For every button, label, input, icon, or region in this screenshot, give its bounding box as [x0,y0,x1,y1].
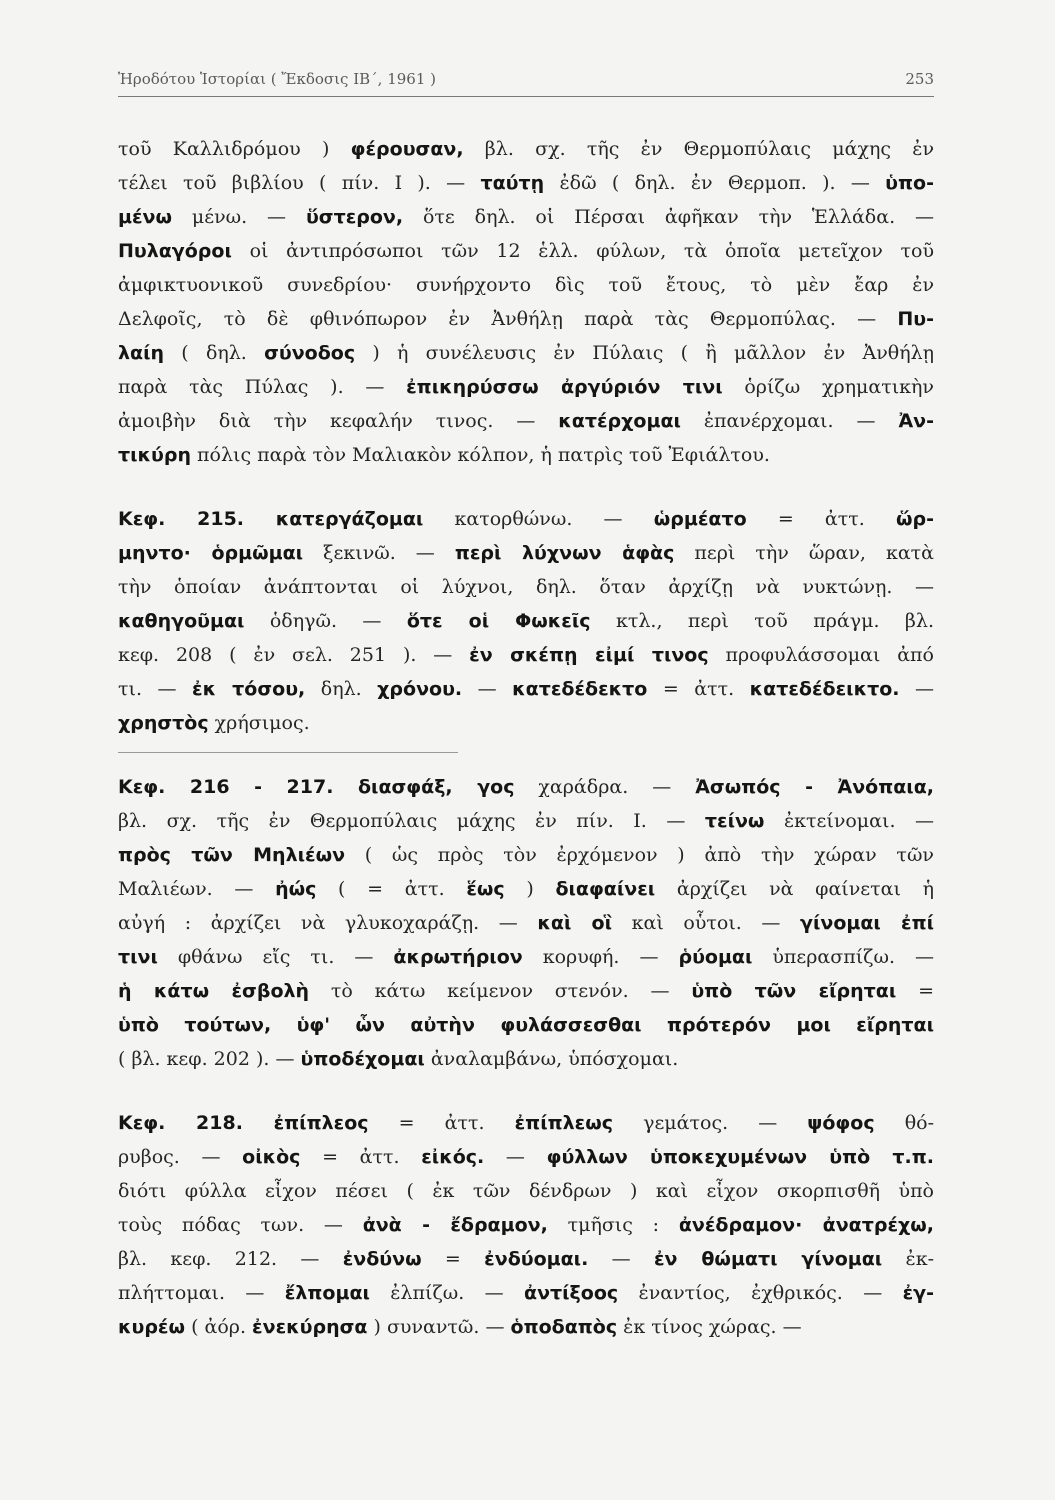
gloss-text: τι. — [118,678,193,700]
text-line [118,1174,934,1208]
headword: πρὸς τῶν Μηλιέων [118,844,346,866]
gloss-text: ξεκινῶ. — [303,542,455,564]
headword: ἐπίπλεος [273,1112,369,1134]
headword: ἡ κάτω ἐσβολὴ [118,980,310,1002]
headword: Κεφ. 216 - 217. διασφάξ, γος [118,776,515,798]
headword: γίνομαι ἐπί [800,912,934,934]
gloss-text: ) ἡ συνέλευσις ἐν Πύλαις ( ἢ μᾶλλον ἐν Ἀνθήλῃ [355,342,935,364]
headword: τικύρη [118,444,191,466]
headword: χρηστὸς [118,712,209,734]
text-line [118,638,934,672]
headword: κυρέω [118,1316,186,1338]
gloss-text: ἐκ- [882,1248,935,1270]
headword: ὑπὸ τῶν εἴρηται [691,980,897,1002]
gloss-text: ( ὡς πρὸς τὸν ἐρχόμενον ) ἀπὸ τὴν χώραν τῶν [345,844,934,866]
gloss-text: τὸ κάτω κείμενον στενόν. — [309,980,692,1002]
text-line [118,974,934,1008]
gloss-text: φθάνω εἴς τι. — [157,946,394,968]
gloss-text: Μαλιέων. — [118,878,276,900]
headword: Κεφ. 215. [118,508,276,530]
gloss-text: = ἀττ. [300,1146,422,1168]
text-line [118,1208,934,1242]
chapter-section [118,502,934,740]
text-line [118,1008,934,1042]
gloss-text: ἀρχίζει νὰ φαίνεται ἡ [655,878,934,900]
gloss-text: ) [504,878,556,900]
gloss-text: ἀναλαμβάνω, ὑπόσχομαι. [424,1048,679,1070]
gloss-text: καὶ οὗτοι. — [612,912,801,934]
headword: ὑπο- [885,172,934,194]
headword: ῥύομαι [678,946,753,968]
text-line [118,872,934,906]
headword: ὁποδαπὸς [510,1316,618,1338]
headword: ἐνεκύρησα [252,1316,368,1338]
gloss-text: = ἀττ. [647,678,750,700]
headword: ὡρμέατο [653,508,747,530]
headword: ἐγ- [902,1282,934,1304]
gloss-text: πόλις παρὰ τὸν Μαλιακὸν κόλπον, ἡ πατρὶς τοῦ Ἐφιάλτου. [191,444,770,466]
gloss-text: γεμάτος. — [613,1112,808,1134]
headword: Ἀσωπός - Ἀνόπαια, [695,776,934,798]
headword: Πυλαγόροι [118,240,232,262]
text-line [118,1242,934,1276]
text-line [118,336,934,370]
text-line [118,804,934,838]
headword: περὶ λύχνων ἁφὰς [454,542,675,564]
gloss-text: — [588,1248,654,1270]
gloss-text: ἐναντίος, ἐχθρικός. — [618,1282,903,1304]
text-line [118,404,934,438]
headword: ἀκρωτήριον [393,946,523,968]
headword: Πυ- [897,308,934,330]
text-line [118,770,934,804]
gloss-text: χρήσιμος. [208,712,310,734]
gloss-text: προφυλάσσομαι ἀπό [708,644,934,666]
text-line [118,906,934,940]
gloss-text: τὴν ὁποίαν ἀνάπτονται οἱ λύχνοι, δηλ. ὅταν ἀρχίζῃ νὰ νυκτώνῃ. — [118,576,934,598]
gloss-text: μένω. — [172,206,306,228]
gloss-text: κορυφή. — [522,946,679,968]
headword: ἀνέδραμον· ἀνατρέχω, [678,1214,935,1236]
headword: τείνω [704,810,765,832]
text-line [118,302,934,336]
gloss-text: ἐκ τίνος χώρας. — [617,1316,802,1338]
headword: ὥρ- [896,508,934,530]
headword: λαίη [118,342,165,364]
text-line [118,1106,934,1140]
gloss-text: = [421,1248,485,1270]
text-line [118,166,934,200]
gloss-text: ὁρίζω χρηματικὴν [722,376,934,398]
gloss-text: ἀμοιβὴν διὰ τὴν κεφαλήν τινος. — [118,410,559,432]
gloss-text: ἐλπίζω. — [369,1282,525,1304]
gloss-text: πλήττομαι. — [118,1282,285,1304]
text-line [118,1042,934,1076]
headword: ἀνὰ - ἔδραμον, [362,1214,548,1236]
text-line [118,672,934,706]
text-line [118,1310,934,1344]
gloss-text: αὐγή : ἀρχίζει νὰ γλυκοχαράζῃ. — [118,912,538,934]
headword: κατεδέδεικτο. [749,678,900,700]
headword: ἐνδύνω [342,1248,422,1270]
headword: φέρουσαν, [350,138,464,160]
headword: φύλλων ὑποκεχυμένων ὑπὸ τ.π. [546,1146,935,1168]
headword: τινι [118,946,158,968]
gloss-text: βλ. κεφ. 212. — [118,1248,343,1270]
text-line [118,268,934,302]
page-number: 253 [905,70,934,88]
gloss-text: χαράδρα. — [514,776,696,798]
gloss-text: ( = ἀττ. [316,878,467,900]
gloss-text: — [484,1146,547,1168]
gloss-text: βλ. σχ. τῆς ἐν Θερμοπύλαις μάχης ἐν πίν. Ι. — [118,810,705,832]
headword: χρόνου. [377,678,463,700]
header-title: Ἡροδότου Ἱστορίαι ( Ἔκδοσις ΙΒ΄, 1961 ) [118,70,436,88]
text-line [118,536,934,570]
gloss-text: ( ἀόρ. [185,1316,253,1338]
headword: ἀντίξοος [524,1282,619,1304]
headword: ἠώς [275,878,317,900]
gloss-text: = ἀττ. [368,1112,515,1134]
gloss-text: διότι φύλλα εἶχον πέσει ( ἐκ τῶν δένδρων ) καὶ εἶχον σκορπισθῆ ὑπὸ [118,1180,934,1202]
gloss-text: δηλ. [305,678,378,700]
gloss-text: — [462,678,513,700]
gloss-text: τοὺς πόδας των. — [118,1214,363,1236]
chapter-section [118,132,934,472]
headword: ἐνδύομαι. [484,1248,589,1270]
gloss-text: ὁδηγῶ. — [244,610,407,632]
gloss-text: οἱ ἀντιπρόσωποι τῶν 12 ἑλλ. φύλων, τὰ ὁποῖα μετεῖχον τοῦ [231,240,934,262]
gloss-text: ) συναντῶ. — [367,1316,511,1338]
section-rule [118,752,458,753]
gloss-text: ὑπερασπίζω. — [752,946,934,968]
gloss-text: τοῦ Καλλιδρόμου ) [118,138,351,160]
gloss-text: ὅτε δηλ. οἱ Πέρσαι ἀφῆκαν τὴν Ἑλλάδα. — [403,206,934,228]
gloss-text: θό- [874,1112,934,1134]
gloss-text: ρυβος. — [118,1146,243,1168]
gloss-text: τέλει τοῦ βιβλίου ( πίν. Ι ). — [118,172,481,194]
section-gap [118,1076,934,1106]
gloss-text: ἐκτείνομαι. — [764,810,934,832]
text-line [118,940,934,974]
gloss-text: Δελφοῖς, τὸ δὲ φθινόπωρον ἐν Ἀνθήλῃ παρὰ τὰς Θερμοπύλας. — [118,308,898,330]
text-line [118,200,934,234]
commentary-body [118,132,934,1344]
text-line [118,234,934,268]
headword: ὑποδέχομαι [300,1048,425,1070]
headword: ὑπὸ τούτων, ὑφ' ὧν αὐτὴν φυλάσσεσθαι πρότερόν μοι εἴρηται [118,1014,934,1036]
headword: καθηγοῦμαι [118,610,245,632]
chapter-section [118,770,934,1076]
running-header [118,66,934,97]
headword: ἔλπομαι [284,1282,370,1304]
gloss-text: = ἀττ. [746,508,896,530]
chapter-section [118,1106,934,1344]
gloss-text: τμῆσις : [547,1214,679,1236]
gloss-text: ( βλ. κεφ. 202 ). — [118,1048,301,1070]
headword: εἰκός. [421,1146,485,1168]
headword: ἐν σκέπῃ εἰμί τινος [469,644,709,666]
text-line [118,502,934,536]
gloss-text: — [899,678,934,700]
headword: ταύτῃ [480,172,545,194]
gloss-text: βλ. σχ. τῆς ἐν Θερμοπύλαις μάχης ἐν [463,138,934,160]
gloss-text: ἐπανέρχομαι. — [680,410,899,432]
gloss-text: ἐδῶ ( δηλ. ἐν Θερμοπ. ). — [544,172,886,194]
gloss-text: κατορθώνω. — [423,508,654,530]
headword: οἰκὸς [242,1146,301,1168]
text-line [118,570,934,604]
gloss-text: = [896,980,934,1002]
headword: κατεδέδεκτο [512,678,648,700]
headword: κατέρχομαι [558,410,681,432]
text-line [118,838,934,872]
headword: μηντο· ὁρμῶμαι [118,542,304,564]
gloss-text: περὶ τὴν ὥραν, κατὰ [674,542,934,564]
headword: ἐκ τόσου, [192,678,306,700]
text-line [118,370,934,404]
headword: Κεφ. 218. [118,1112,274,1134]
headword: Ἀν- [898,410,934,432]
headword: σύνοδος [264,342,356,364]
headword: ἐν θώματι γίνομαι [653,1248,883,1270]
gloss-text: κεφ. 208 ( ἐν σελ. 251 ). — [118,644,470,666]
section-gap [118,472,934,502]
text-line [118,132,934,166]
gloss-text: παρὰ τὰς Πύλας ). — [118,376,407,398]
headword: ὅτε οἱ Φωκεῖς [406,610,591,632]
headword: διαφαίνει [555,878,656,900]
headword: κατεργάζομαι [275,508,424,530]
text-line [118,438,934,472]
headword: καὶ οἳ [537,912,613,934]
text-line [118,706,934,740]
gloss-text: ἀμφικτυονικοῦ συνεδρίου· συνήρχοντο δὶς τοῦ ἔτους, τὸ μὲν ἔαρ ἐν [118,274,934,296]
headword: ψόφος [807,1112,875,1134]
text-line [118,1276,934,1310]
headword: ἐπίπλεως [514,1112,614,1134]
text-line [118,604,934,638]
gloss-text: κτλ., περὶ τοῦ πράγμ. βλ. [590,610,934,632]
headword: μένω [118,206,173,228]
headword: ὕστερον, [305,206,404,228]
gloss-text: ( δηλ. [164,342,265,364]
headword: ἕως [466,878,505,900]
text-line [118,1140,934,1174]
headword: ἐπικηρύσσω ἀργύριόν τινι [406,376,723,398]
